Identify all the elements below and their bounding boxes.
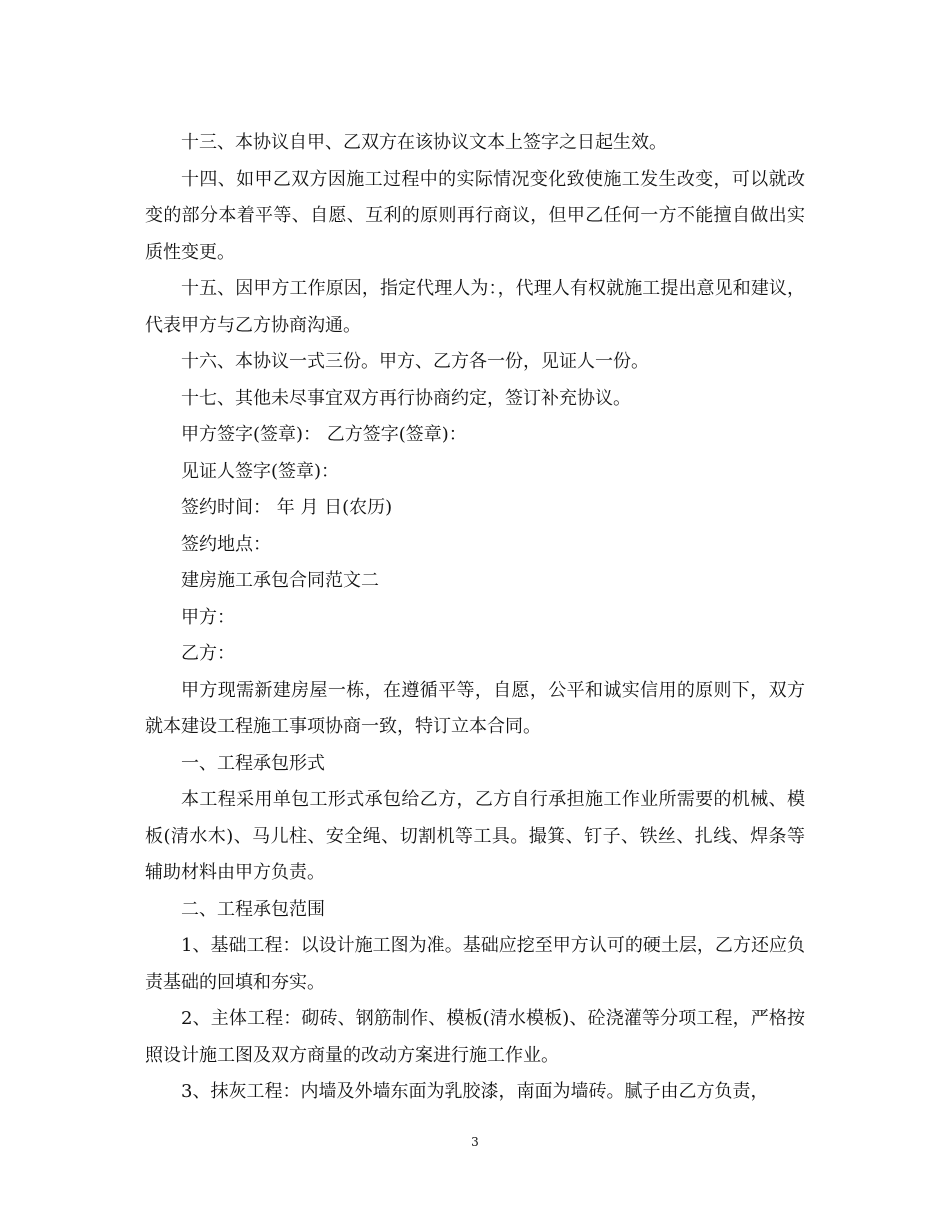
party-b: 乙方： [181, 643, 235, 664]
clause-15: 十五、因甲方工作原因，指定代理人为：，代理人有权就施工提出意见和建议，代表甲方与乙方协商沟通。 [145, 278, 805, 336]
clause-14: 十四、如甲乙双方因施工过程中的实际情况变化致使施工发生改变，可以就改变的部分本着平等、自愿、互利的原则再行商议，但甲乙任何一方不能擅自做出实质性变更。 [145, 168, 805, 263]
signing-date: 签约时间： 年 月 日(农历) [181, 497, 393, 518]
signature-witness: 见证人签字(签章)： [181, 460, 340, 482]
page-number: 3 [471, 1135, 479, 1149]
scope-item-2: 2、主体工程：砌砖、钢筋制作、模板(清水模板)、砼浇灌等分项工程，严格按照设计施工图及双方商量的改动方案进行施工作业。 [145, 1008, 805, 1066]
signature-party-a-b: 甲方签字(签章)： 乙方签字(签章)： [181, 424, 467, 445]
body-text [145, 125, 805, 1111]
section-heading-1: 一、工程承包形式 [181, 752, 325, 774]
clause-13: 十三、本协议自甲、乙双方在该协议文本上签字之日起生效。 [181, 132, 667, 153]
clause-17: 十七、其他未尽事宜双方再行协商约定，签订补充协议。 [181, 387, 631, 409]
preamble: 甲方现需新建房屋一栋，在遵循平等，自愿，公平和诚实信用的原则下，双方就本建设工程施工事项协商一致，特订立本合同。 [145, 679, 805, 737]
party-a: 甲方： [181, 606, 235, 628]
scope-item-3: 3、抹灰工程：内墙及外墙东面为乳胶漆，南面为墙砖。腻子由乙方负责， [181, 1081, 769, 1102]
signing-place: 签约地点： [181, 533, 271, 555]
contract-two-title: 建房施工承包合同范文二 [181, 570, 379, 591]
clause-16: 十六、本协议一式三份。甲方、乙方各一份，见证人一份。 [181, 351, 649, 372]
scope-item-1: 1、基础工程：以设计施工图为准。基础应挖至甲方认可的硬土层，乙方还应负责基础的回填和夯实。 [145, 935, 805, 993]
section-heading-2: 二、工程承包范围 [181, 898, 325, 920]
section-1-body: 本工程采用单包工形式承包给乙方，乙方自行承担施工作业所需要的机械、模板(清水木)、马儿柱、安全绳、切割机等工具。撮箕、钉子、铁丝、扎线、焊条等辅助材料由甲方负责。 [145, 789, 805, 883]
